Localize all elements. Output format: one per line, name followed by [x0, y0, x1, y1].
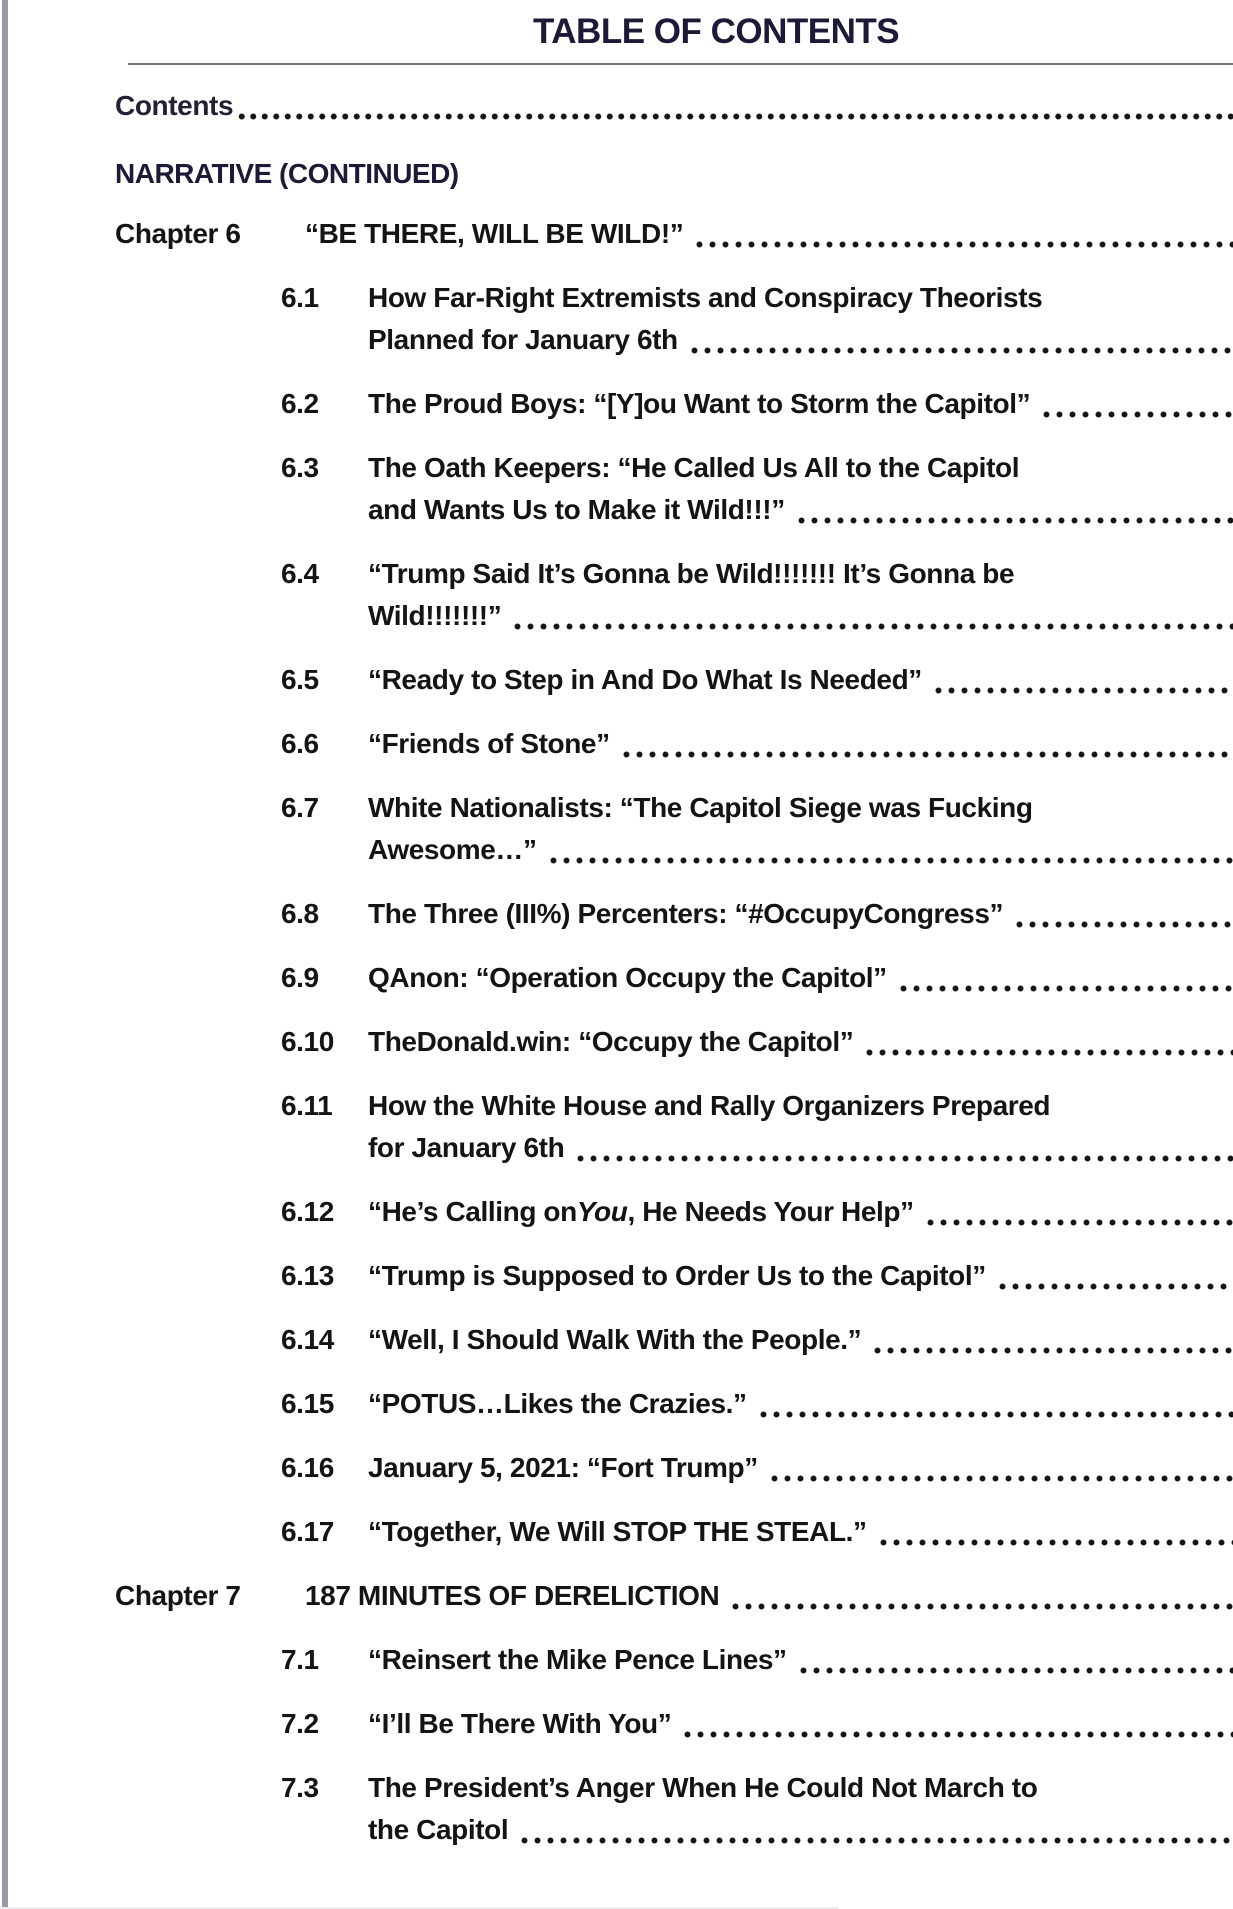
entry-title [368, 893, 1233, 935]
entry-number: 6.15 [281, 1388, 334, 1419]
dot-leader [932, 659, 1233, 701]
dot-leader [547, 829, 1233, 871]
toc-entry [281, 659, 1233, 701]
entry-number: 7.2 [281, 1708, 319, 1739]
contents-entry [115, 85, 1233, 127]
dot-leader [924, 1191, 1233, 1233]
entry-title [368, 1319, 1233, 1361]
entry-title-text: “Trump is Supposed to Order Us to the Capitol” [368, 1260, 986, 1291]
entry-title-text: , He Needs Your Help” [627, 1196, 914, 1227]
entry-title-text: and Wants Us to Make it Wild!!!” [368, 494, 785, 525]
entry-title-text: “Friends of Stone” [368, 728, 610, 759]
entry-title-line [368, 1127, 1233, 1169]
entry-title [368, 1021, 1233, 1063]
dot-leader [236, 85, 1233, 127]
toc-entry [281, 1085, 1233, 1169]
entry-title-line [368, 1639, 1233, 1681]
entry-title-text: “Reinsert the Mike Pence Lines” [368, 1644, 787, 1675]
toc-entry [281, 1255, 1233, 1297]
toc-entry [281, 383, 1233, 425]
entry-title-text: TheDonald.win: “Occupy the Capitol” [368, 1026, 854, 1057]
toc-entry [281, 1021, 1233, 1063]
entry-title [368, 553, 1233, 637]
entry-number: 6.17 [281, 1516, 334, 1547]
chapter-title [305, 213, 1233, 255]
toc-entry [281, 1191, 1233, 1233]
chapter-title-text: “BE THERE, WILL BE WILD!” [305, 218, 684, 249]
dot-leader [518, 1809, 1233, 1851]
dot-leader [877, 1511, 1233, 1553]
dot-leader [795, 489, 1233, 531]
entry-number: 6.16 [281, 1452, 334, 1483]
entry-title-text: “Together, We Will STOP THE STEAL.” [368, 1516, 867, 1547]
entry-title-line [368, 1511, 1233, 1553]
entry-title [368, 1255, 1233, 1297]
entry-title-text: January 5, 2021: “Fort Trump” [368, 1452, 758, 1483]
entry-title [368, 659, 1233, 701]
dot-leader [1040, 383, 1233, 425]
chapter-row [115, 213, 1233, 255]
entry-title-line [368, 723, 1233, 765]
toc-entry [281, 277, 1233, 361]
dot-leader [688, 319, 1233, 361]
entry-title-line [368, 489, 1233, 531]
entry-title-line [368, 659, 1233, 701]
entry-title-line [368, 553, 1233, 595]
chapter-label: Chapter 7 [115, 1580, 241, 1611]
toc-entry [281, 1447, 1233, 1489]
entry-number: 6.8 [281, 898, 319, 929]
entry-number: 6.9 [281, 962, 319, 993]
dot-leader [693, 213, 1233, 255]
entry-title-line [368, 595, 1233, 637]
entry-number: 6.1 [281, 282, 319, 313]
dot-leader [897, 957, 1233, 999]
entry-title-line [368, 277, 1233, 319]
entry-title-text: The Oath Keepers: “He Called Us All to the Capitol [368, 452, 1020, 483]
entry-title [368, 1639, 1233, 1681]
toc-entry [281, 447, 1233, 531]
entry-title-line [368, 319, 1233, 361]
dot-leader [797, 1639, 1233, 1681]
dot-leader [996, 1255, 1233, 1297]
entry-title-text: QAnon: “Operation Occupy the Capitol” [368, 962, 887, 993]
entry-title-line [368, 829, 1233, 871]
dot-leader [1013, 893, 1233, 935]
dot-leader [681, 1703, 1233, 1745]
contents-label: Contents [115, 90, 234, 121]
entry-title-line [368, 787, 1233, 829]
entry-title [368, 1085, 1233, 1169]
entry-title-text: “Ready to Step in And Do What Is Needed” [368, 664, 922, 695]
toc-entry [281, 1767, 1233, 1851]
dot-leader [729, 1575, 1233, 1617]
entry-title [368, 1511, 1233, 1553]
entry-title-text: White Nationalists: “The Capitol Siege was Fucking [368, 792, 1033, 823]
entry-title-line [368, 1447, 1233, 1489]
entry-title [368, 277, 1233, 361]
entry-title [368, 1383, 1233, 1425]
toc-entry [281, 787, 1233, 871]
entry-title [368, 383, 1233, 425]
entry-number: 7.1 [281, 1644, 319, 1675]
entry-title-line [368, 893, 1233, 935]
entry-title-line [368, 1767, 1233, 1809]
entry-title-line [368, 957, 1233, 999]
chapter-title-text: 187 MINUTES OF DERELICTION [305, 1580, 720, 1611]
entry-title [368, 723, 1233, 765]
dot-leader [871, 1319, 1233, 1361]
entry-title-text: The President’s Anger When He Could Not March to [368, 1772, 1038, 1803]
entry-title-text: The Proud Boys: “[Y]ou Want to Storm the Capitol” [368, 388, 1031, 419]
entry-title [368, 1767, 1233, 1851]
entry-title-line [368, 1191, 1233, 1233]
entry-title-text: Planned for January 6th [368, 324, 678, 355]
entry-number: 6.11 [281, 1090, 333, 1121]
entry-number: 7.3 [281, 1772, 319, 1803]
dot-leader [863, 1021, 1233, 1063]
entry-title [368, 1447, 1233, 1489]
entry-title-text: Awesome…” [368, 834, 537, 865]
toc-entry [281, 1639, 1233, 1681]
entry-title-line [368, 1809, 1233, 1851]
entry-number: 6.10 [281, 1026, 334, 1057]
entry-title-text: “Trump Said It’s Gonna be Wild!!!!!!! It’s Gonna be [368, 558, 1015, 589]
entry-title-text: for January 6th [368, 1132, 565, 1163]
toc-entry [281, 1511, 1233, 1553]
entry-title [368, 1191, 1233, 1233]
toc-entry [281, 1319, 1233, 1361]
dot-leader [511, 595, 1233, 637]
toc-entry [281, 893, 1233, 935]
chapter-title [305, 1575, 1233, 1617]
entry-title [368, 787, 1233, 871]
entry-title-line [368, 1319, 1233, 1361]
entry-title-text: Wild!!!!!!!” [368, 600, 502, 631]
dot-leader [757, 1383, 1233, 1425]
entry-title-text: the Capitol [368, 1814, 509, 1845]
narrative-heading: NARRATIVE (CONTINUED) [115, 158, 459, 189]
entry-title [368, 447, 1233, 531]
entry-number: 6.7 [281, 792, 319, 823]
entry-number: 6.3 [281, 452, 319, 483]
entry-number: 6.5 [281, 664, 319, 695]
entry-title-line [368, 1703, 1233, 1745]
entry-number: 6.2 [281, 388, 319, 419]
page-title: TABLE OF CONTENTS [533, 12, 900, 51]
dot-leader [768, 1447, 1233, 1489]
entry-number: 6.12 [281, 1196, 334, 1227]
entry-number: 6.6 [281, 728, 319, 759]
entry-title-text: How Far-Right Extremists and Conspiracy Theorists [368, 282, 1043, 313]
entry-title-line [368, 383, 1233, 425]
toc-entry [281, 723, 1233, 765]
toc-entry [281, 1383, 1233, 1425]
entry-title-text: The Three (III%) Percenters: “#OccupyCongress” [368, 898, 1004, 929]
entry-title-line [368, 1255, 1233, 1297]
dot-leader [574, 1127, 1233, 1169]
entry-number: 6.13 [281, 1260, 334, 1291]
toc-list [115, 213, 1233, 1851]
entry-title-line [368, 1383, 1233, 1425]
dot-leader [620, 723, 1233, 765]
toc-entry [281, 957, 1233, 999]
entry-title-text: “Well, I Should Walk With the People.” [368, 1324, 862, 1355]
header-rule [128, 63, 1233, 65]
entry-number: 6.4 [281, 558, 319, 589]
entry-title [368, 1703, 1233, 1745]
chapter-label: Chapter 6 [115, 218, 241, 249]
entry-title-text: “He’s Calling on [368, 1196, 577, 1227]
entry-number: 6.14 [281, 1324, 334, 1355]
entry-title-line [368, 447, 1233, 489]
entry-title-text: “I’ll Be There With You” [368, 1708, 672, 1739]
chapter-row [115, 1575, 1233, 1617]
entry-title-italic-text: You [576, 1196, 628, 1227]
entry-title-text: “POTUS…Likes the Crazies.” [368, 1388, 747, 1419]
entry-title-line [368, 1021, 1233, 1063]
entry-title [368, 957, 1233, 999]
toc-entry [281, 553, 1233, 637]
entry-title-text: How the White House and Rally Organizers Prepared [368, 1090, 1051, 1121]
toc-entry [281, 1703, 1233, 1745]
entry-title-line [368, 1085, 1233, 1127]
